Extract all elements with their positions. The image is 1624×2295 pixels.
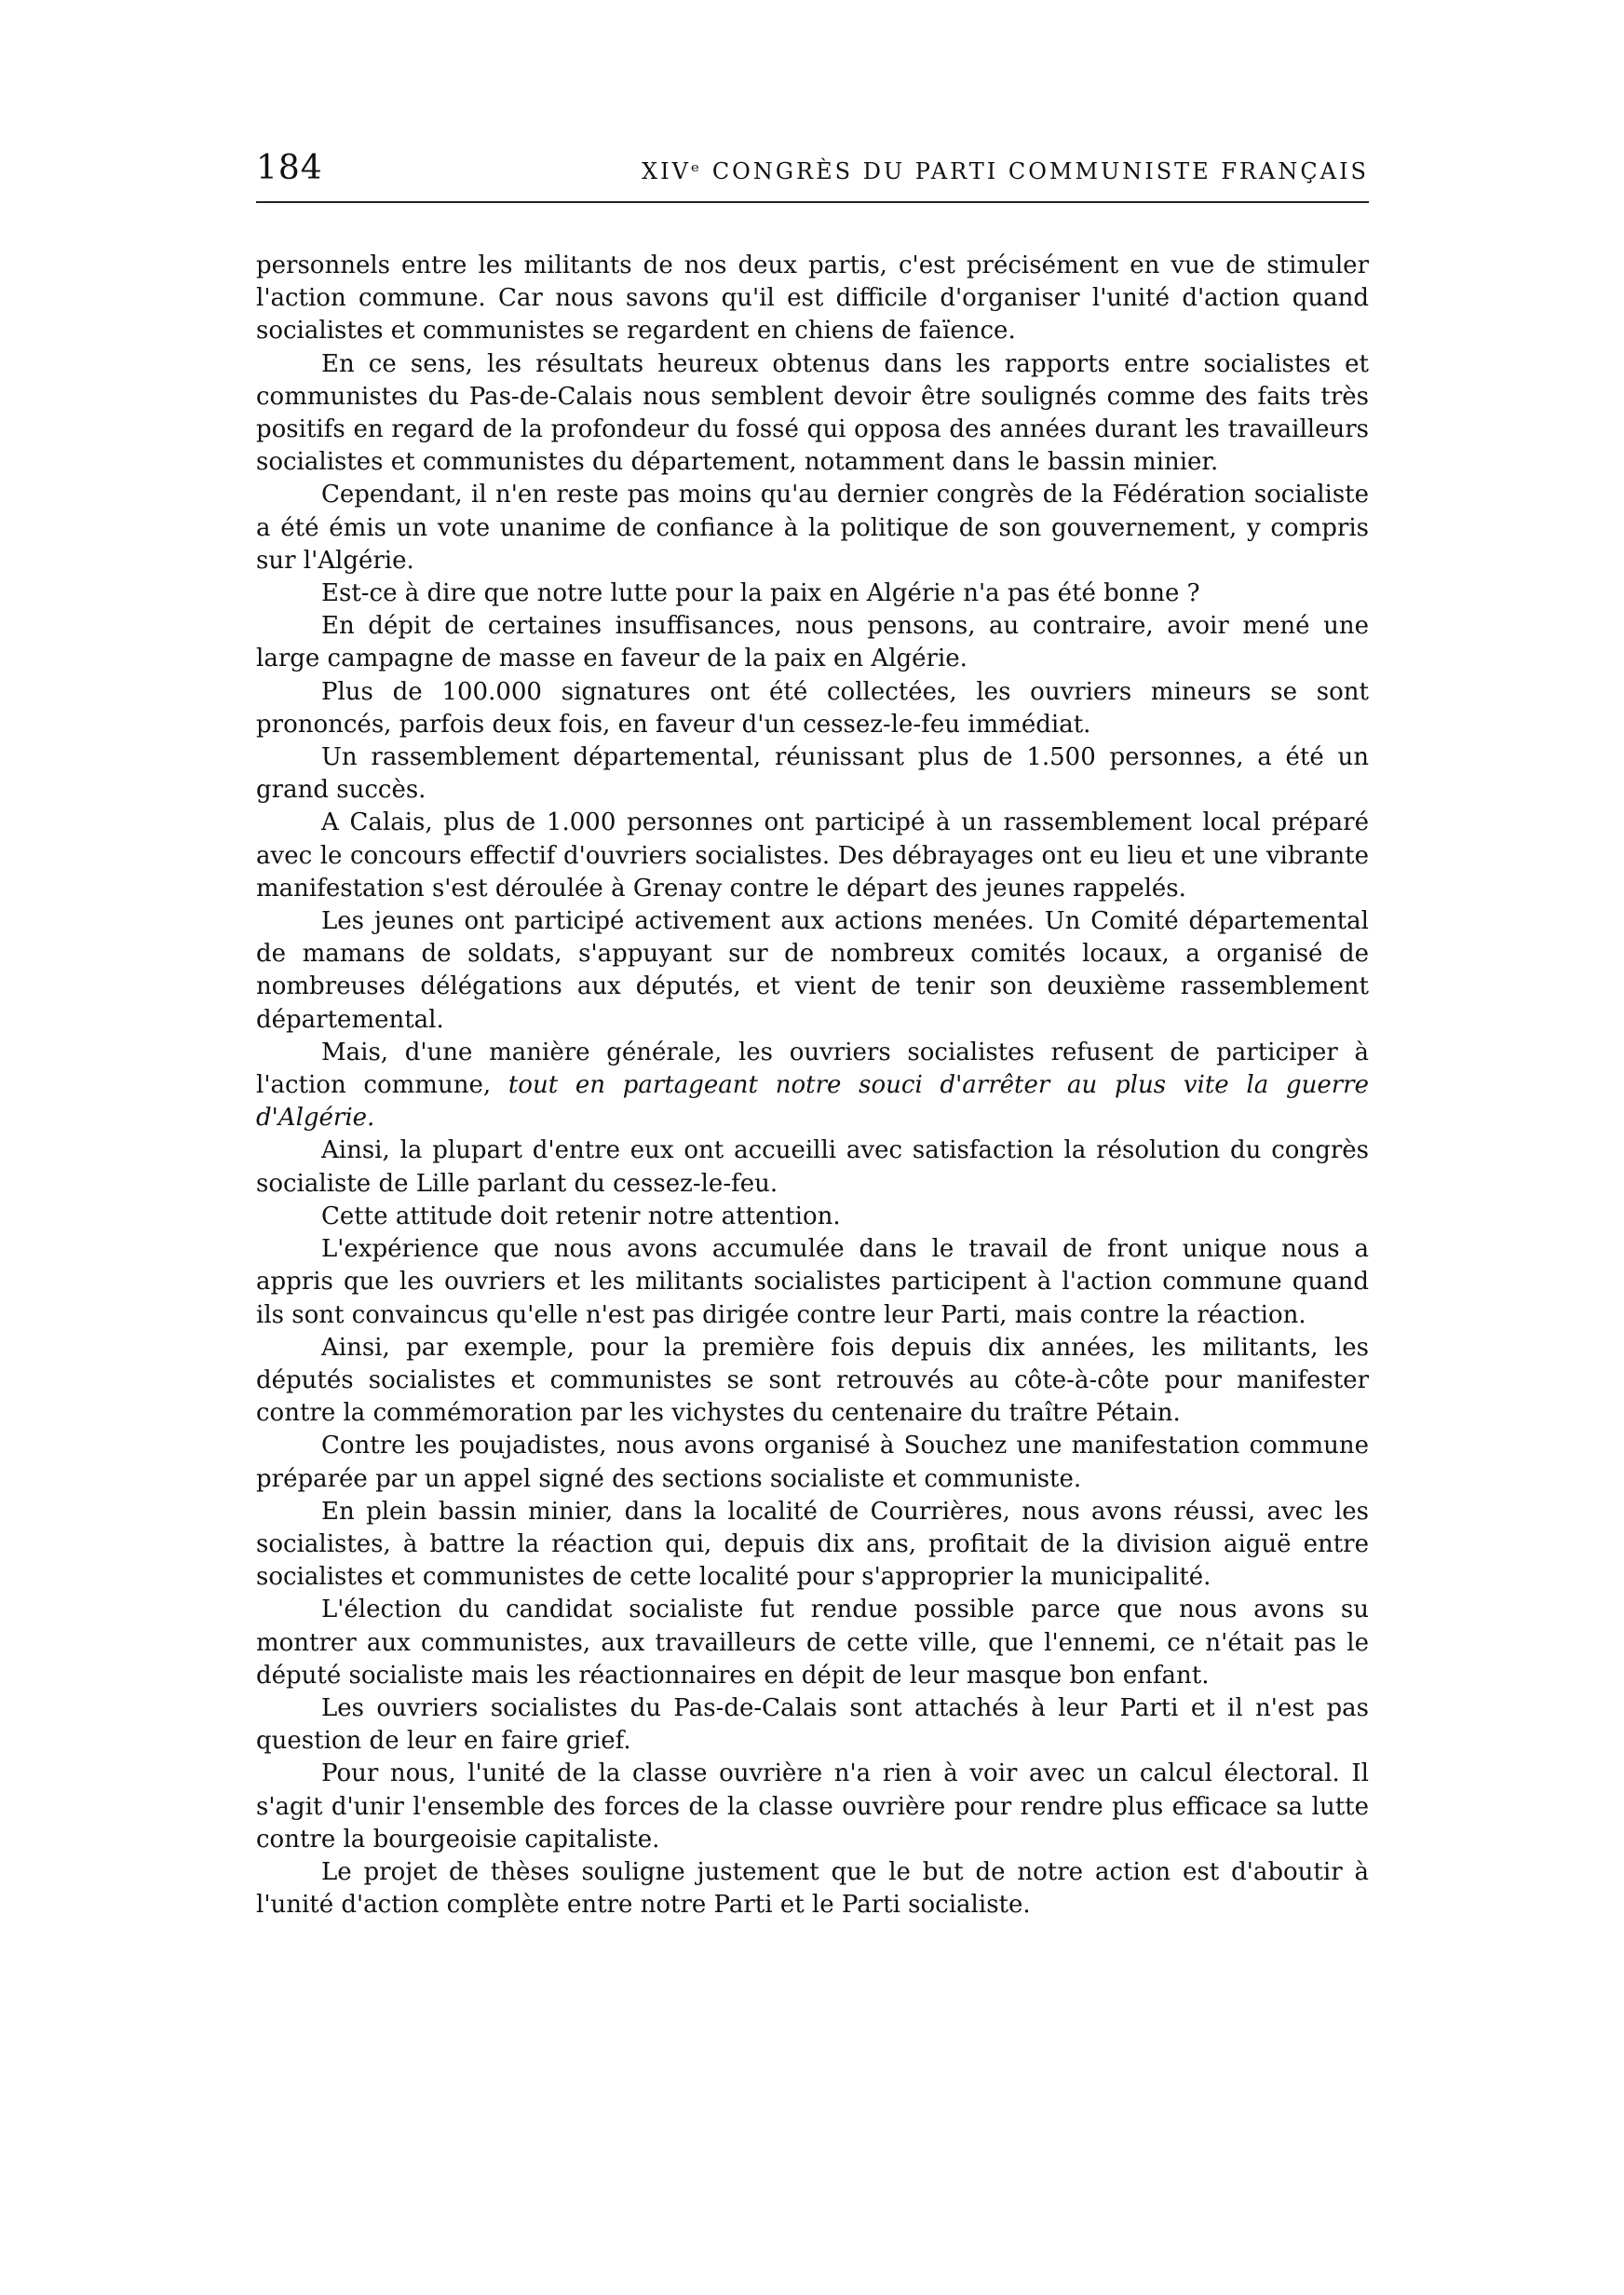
paragraph: A Calais, plus de 1.000 personnes ont participé à un rassemblement local préparé avec le concours effectif d'ouvriers socialistes. Des débrayages ont eu lieu et une vibrante manifestation s'est déroulée à Grenay contre le départ des jeunes rappelés. (256, 808, 1369, 903)
paragraph: Pour nous, l'unité de la classe ouvrière n'a rien à voir avec un calcul électoral. Il s'agit d'unir l'ensemble des forces de la classe ouvrière pour rendre plus efficace sa lutte contre la bourgeoisie capitaliste. (256, 1759, 1369, 1854)
paragraph: Mais, d'une manière générale, les ouvriers socialistes refusent de participer à l'action commune, tout en partageant notre souci d'arrêter au plus vite la guerre d'Algérie. (256, 1038, 1369, 1133)
paragraph: Cette attitude doit retenir notre attention. (321, 1202, 841, 1230)
paragraph: Cependant, il n'en reste pas moins qu'au dernier congrès de la Fédération socialiste a été émis un vote unanime de confiance à la politique de son gouvernement, y compris sur l'Algérie. (256, 481, 1369, 575)
paragraph: Est-ce à dire que notre lutte pour la paix en Algérie n'a pas été bonne ? (321, 579, 1200, 608)
paragraph: Ainsi, la plupart d'entre eux ont accueilli avec satisfaction la résolution du congrès socialiste de Lille parlant du cessez-le-feu. (256, 1136, 1369, 1198)
paragraph: L'élection du candidat socialiste fut rendue possible parce que nous avons su montrer aux communistes, aux travailleurs de cette ville, que l'ennemi, ce n'était pas le député socialiste mais les réactionnaires en dépit de leur masque bon enfant. (256, 1596, 1369, 1690)
paragraph: Contre les poujadistes, nous avons organisé à Souchez une manifestation commune préparée par un appel signé des sections socialiste et communiste. (256, 1432, 1369, 1493)
paragraph: Les jeunes ont participé activement aux actions menées. Un Comité départemental de mamans de soldats, s'appuyant sur de nombreux comités locaux, a organisé de nombreuses délégations aux députés, et vient de tenir son deuxième rassemblement départemental. (256, 907, 1369, 1034)
paragraph: personnels entre les militants de nos deux partis, c'est précisément en vue de stimuler l'action commune. Car nous savons qu'il est difficile d'organiser l'unité d'action quand socialistes et communistes se regardent en chiens de faïence. (256, 251, 1369, 346)
page-number: 184 (256, 149, 323, 187)
body-text (256, 250, 1369, 1922)
running-title: XIVᵉ CONGRÈS DU PARTI COMMUNISTE FRANÇAIS (642, 158, 1369, 184)
paragraph: En plein bassin minier, dans la localité de Courrières, nous avons réussi, avec les socialistes, à battre la réaction qui, depuis dix ans, profitait de la division aiguë entre socialistes et communistes de cette localité pour s'approprier la municipalité. (256, 1497, 1369, 1592)
paragraph: En ce sens, les résultats heureux obtenus dans les rapports entre socialistes et communistes du Pas-de-Calais nous semblent devoir être soulignés comme des faits très positifs en regard de la profondeur du fossé qui opposa des années durant les travailleurs socialistes et communistes du département, notamment dans le bassin minier. (256, 349, 1369, 477)
running-header (256, 149, 1369, 203)
paragraph: Un rassemblement départemental, réunissant plus de 1.500 personnes, a été un grand succès. (256, 743, 1369, 805)
paragraph: Ainsi, par exemple, pour la première fois depuis dix années, les militants, les députés socialistes et communistes se sont retrouvés au côte-à-côte pour manifester contre la commémoration par les vichystes du centenaire du traître Pétain. (256, 1333, 1369, 1428)
italic-emphasis: tout en partageant notre souci d'arrêter au plus vite la guerre d'Algérie. (256, 1071, 1369, 1133)
paragraph: L'expérience que nous avons accumulée dans le travail de front unique nous a appris que les ouvriers et les militants socialistes participent à l'action commune quand ils sont convaincus qu'elle n'est pas dirigée contre leur Parti, mais contre la réaction. (256, 1235, 1369, 1329)
paragraph: Plus de 100.000 signatures ont été collectées, les ouvriers mineurs se sont prononcés, parfois deux fois, en faveur d'un cessez-le-feu immédiat. (256, 677, 1369, 739)
paragraph: Le projet de thèses souligne justement que le but de notre action est d'aboutir à l'unité d'action complète entre notre Parti et le Parti socialiste. (256, 1857, 1369, 1920)
paragraph: Les ouvriers socialistes du Pas-de-Calais sont attachés à leur Parti et il n'est pas question de leur en faire grief. (256, 1693, 1369, 1756)
paragraph: En dépit de certaines insuffisances, nous pensons, au contraire, avoir mené une large campagne de masse en faveur de la paix en Algérie. (256, 612, 1369, 673)
